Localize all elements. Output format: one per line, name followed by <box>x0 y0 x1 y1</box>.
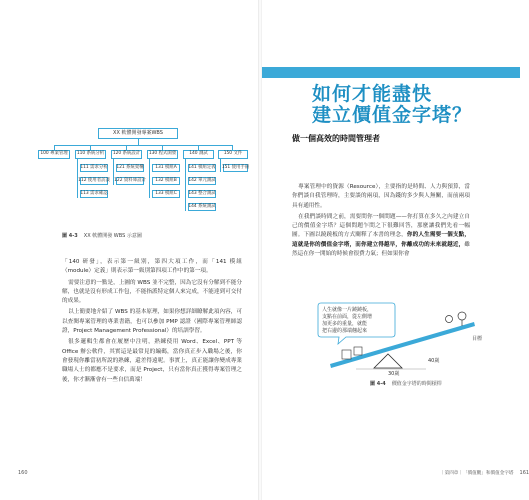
person-head-icon <box>446 316 453 323</box>
figure-caption-text: XX 軟體開發 WBS 示意圖 <box>83 233 142 239</box>
paragraph: 很多邏輯生都會在履歷中注明，熟練使用 Word、Excel、PPT 等 Office 辦公軟件，其實這是最常見的編碼，當你真正步入職場之後，你會發現你離當初所說的熟練，還差得遠呢。事實上，真正能讓你變成專業職場人士的都應不是要求，而是 Project，只有當你真正獲得專案管理之後，你才漸漸會有一些自信萬端！ <box>62 339 242 383</box>
paragraph: 需要注意的一點是，上圖的 WBS 並不完整，因為它沒有分解到不能分解，也就是沒有形成工作包，不能指派特定個人來完成，不能達到可交付的成果。 <box>62 279 242 305</box>
age-label: 40歲 <box>428 358 440 364</box>
wbs-node-l3: 113 需求確認 <box>80 190 108 198</box>
bubble-text: 把右邊的那端翹起來 <box>322 328 368 334</box>
left-body-text <box>62 258 242 387</box>
wbs-root-node: XX 軟體開發專案WBS <box>98 128 178 139</box>
wbs-diagram <box>38 128 248 228</box>
page-number: 161 <box>519 470 529 476</box>
wbs-node-l3: 144 系統測試 <box>188 203 216 211</box>
age-label: 30歲 <box>388 371 400 377</box>
goal-label: 目標 <box>472 336 483 342</box>
bubble-text: 人生就像一片蹺蹺板， <box>322 307 373 313</box>
section-subtitle: 做一個高效的時間管理者 <box>292 134 380 143</box>
wbs-node-l3: 112 使用者訪談 <box>80 177 108 185</box>
paragraph <box>292 213 470 259</box>
wbs-node-l2: 100 專案管理 <box>38 150 70 159</box>
chapter-footer-text: ｜第四章｜「價值觀」和價值金字塔 <box>440 471 514 476</box>
wbs-node-l3: 143 整合測試 <box>188 190 216 198</box>
wbs-node-l2: 140 測試 <box>183 150 214 159</box>
wbs-node-l3: 132 模組B <box>152 177 180 185</box>
figure-label: 圖 4-4 <box>370 381 386 387</box>
wbs-node-l3: 122 資料庫設計 <box>116 177 144 185</box>
fulcrum-triangle <box>374 354 402 368</box>
paragraph: 專案管理中的資源（Resource），主要指的是時間、人力與預算，當你們談自我管理時，主要談的兩項，因為錢的多少與人無關，而前兩項具有通用性。 <box>292 184 470 209</box>
left-page <box>0 0 258 500</box>
wbs-node-l3: 141 模組定義 <box>188 164 216 172</box>
wbs-node-l2: 150 文件 <box>218 150 248 159</box>
emphasis-text: 你的人生需要一個支點，這就是你的價值金字塔，而你建立得越早，你離成功的未來就越近， <box>292 232 470 248</box>
wbs-node-l2: 110 系統分析 <box>75 150 106 159</box>
running-footer <box>440 470 529 476</box>
seesaw-illustration <box>316 302 484 378</box>
bubble-text: 加更多的重量，就能 <box>322 321 368 327</box>
right-body-text <box>292 183 470 261</box>
right-page <box>262 0 529 500</box>
wbs-node-l2: 120 系統設計 <box>111 150 142 159</box>
section-title <box>312 84 472 126</box>
header-band <box>262 67 520 78</box>
wbs-node-l3: 151 使用手冊 <box>223 164 248 172</box>
wbs-node-l3: 133 模組C <box>152 190 180 198</box>
figure-caption-text: 價值金字塔的時間槓桿 <box>391 381 442 387</box>
weight-block <box>354 347 362 355</box>
paragraph: 「140 研發」，表示第一級別，第四大項工作，而「141 模組（module）定義」則表示第一級別第四項工作中的第一項。 <box>62 259 242 275</box>
weight-block <box>342 350 351 359</box>
bubble-text: 支點在前面，從左側增 <box>322 314 373 320</box>
wbs-node-l2: 130 程式開發 <box>147 150 178 159</box>
wbs-node-l3: 131 模組A <box>152 164 180 172</box>
wbs-node-l3: 142 單元測試 <box>188 177 216 185</box>
section-title-line: 建立價值金字塔？ <box>312 104 473 126</box>
section-title-line: 如何才能盡快 <box>312 83 433 105</box>
paragraph-text: 在我們談時間之前，需要問你一個問題——你打算在多久之內建立自己的價值金字塔？這個問題乍問之下很難回答，那麼讓我們先看一幅圖。下圖以蹺蹺板的方式闡釋了本書的理念， <box>292 213 470 239</box>
paragraph-text: 雖然這在你一開始的時候會很費力氣；但如果你會 <box>292 241 470 258</box>
wbs-node-l3: 111 需求分析 <box>80 164 108 172</box>
person-head-icon <box>458 312 466 320</box>
page-number: 160 <box>18 470 28 476</box>
figure-caption <box>62 232 142 239</box>
paragraph: 以上簡要地介紹了 WBS 的基本原理，如果你想詳細瞭解此項內容，可以查閱專案管理的專業書籍，也可以參加 PMP 認證（國際專案管理師認證，Project Management Professional）的培訓學習。 <box>62 309 242 335</box>
wbs-node-l3: 121 系統架構 <box>116 164 144 172</box>
figure-caption <box>370 380 442 387</box>
figure-label: 圖 4-3 <box>62 233 78 239</box>
